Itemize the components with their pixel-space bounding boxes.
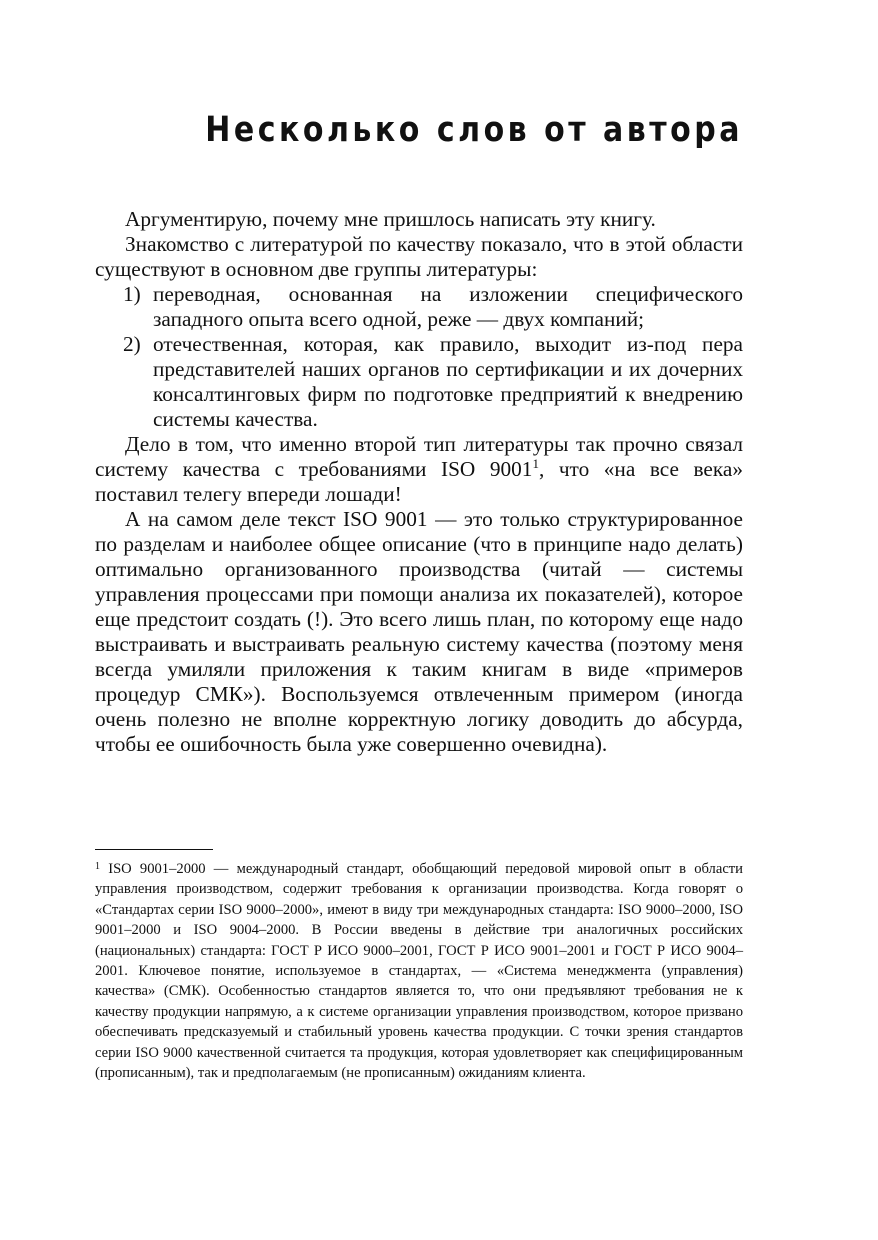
list-item-number: 1) bbox=[123, 282, 141, 306]
paragraph-3-start: Дело в том, что именно второй тип литературы так прочно связал систему качества с требованиями ISO 9001 bbox=[95, 432, 743, 481]
footnote-text: ISO 9001–2000 — международный стандарт, обобщающий передовой мировой опыт в области управления производством, содержит требования к организации производства. Когда говорят о «Стандартах серии ISO 9000–2000», имеют в виду три международных стандарта: ISO 9000–2000, ISO 9001–2000 и ISO 9004–2000. В России введены в действие три аналогичных российских (национальных) стандарта: ГОСТ Р ИСО 9000–2001, ГОСТ Р ИСО 9001–2001 и ГОСТ Р ИСО 9004–2001. Ключевое понятие, используемое в стандартах, — «Система менеджмента (управления) качества» (СМК). Особенностью стандартов является то, что они предъявляют требования не к качеству продукции напрямую, а к системе организации управления производством, которое призвано обеспечивать предсказуемый и стабильный уровень качества продукции. С точки зрения стандартов серии ISO 9000 качественной считается та продукция, которая удовлетворяет как специфицированным (прописанным), так и предполагаемым (не прописанным) ожиданиям клиента. bbox=[95, 861, 743, 1082]
paragraph-4: А на самом деле текст ISO 9001 — это только структурированное по разделам и наиболее общее описание (что в принципе надо делать) оптимально организованного производства (читай — системы управления процессами при помощи анализа их показателей), которое еще предстоит создать (!). Это всего лишь план, по которому еще надо выстраивать и выстраивать реальную систему качества (поэтому меня всегда умиляли приложения к таким книгам в виде «примеров процедур СМК»). Воспользуемся отвлеченным примером (иногда очень полезно не вполне корректную логику доводить до абсурда, чтобы ее ошибочность была уже совершенно очевидна). bbox=[95, 507, 743, 756]
footnote-marker: 1 bbox=[95, 861, 100, 872]
paragraph-2: Знакомство с литературой по качеству показало, что в этой области существуют в основном две группы литературы: bbox=[95, 232, 743, 281]
list-item bbox=[95, 332, 743, 432]
literature-types-list bbox=[95, 282, 743, 432]
main-text bbox=[95, 207, 743, 757]
list-item-number: 2) bbox=[123, 332, 141, 356]
chapter-title: Несколько слов от автора bbox=[205, 110, 743, 151]
list-item-text: отечественная, которая, как правило, выходит из-под пера представителей наших органов по сертификации и их дочерних консалтинговых фирм по подготовке предприятий к внедрению системы качества. bbox=[153, 332, 743, 431]
paragraph-3-end: , что «на все века» поставил телегу впереди лошади! bbox=[95, 457, 743, 506]
list-item bbox=[95, 282, 743, 332]
list-item-text: переводная, основанная на изложении специфического западного опыта всего одной, реже — двух компаний; bbox=[153, 282, 743, 331]
footnote-divider bbox=[95, 849, 213, 850]
footnote-reference[interactable]: 1 bbox=[532, 456, 539, 471]
paragraph-3 bbox=[95, 432, 743, 507]
footnote bbox=[95, 857, 743, 1083]
paragraph-1: Аргументирую, почему мне пришлось написать эту книгу. bbox=[125, 207, 656, 231]
